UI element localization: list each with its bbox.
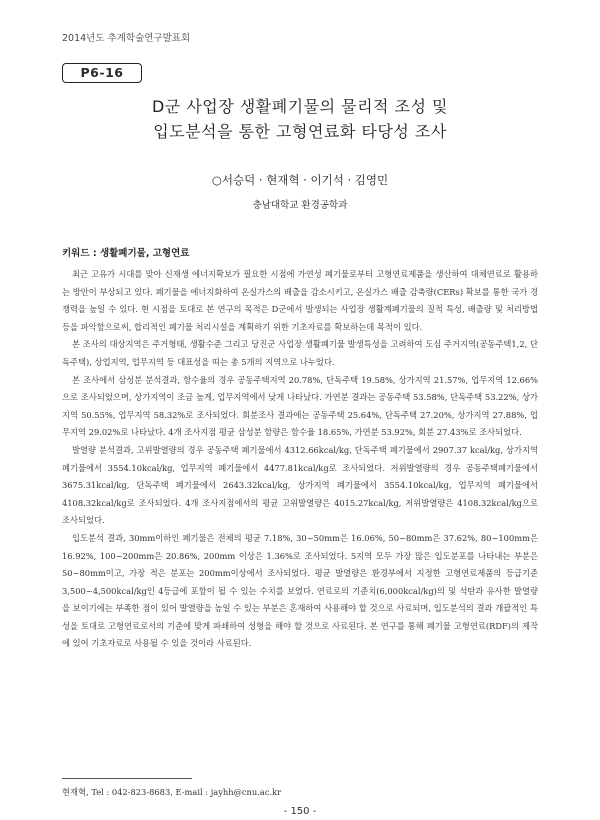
body-paragraph-1: 최근 고유가 시대를 맞아 신재생 에너지확보가 필요한 시점에 가연성 폐기물로부터 고형연료제품을 생산하여 대체연료로 활용하는 방안이 부상되고 있다. 폐기물을 에너지화하여 온실가스의 배출을 감소시키고, 온실가스 배출 감축량(CERs) 확보를 통한 국가 경쟁력을 높일 수 있다. 현 시점을 토대로 본 연구의 목적은 D군에서 발생되는 사업장 생활계폐기물의 질적 특성, 배출량 및 처리방법 등을 파악함으로써, 합리적인 폐기물 처리시설을 계획하기 위한 기초자료를 확보하는데 목적이 있다. (62, 269, 538, 332)
keywords: 키워드 : 생활폐기물, 고형연료 (62, 248, 190, 259)
page-number: - 150 - (283, 806, 317, 817)
author-list: ○서승덕 · 현재혁 · 이기석 · 김영민 (211, 173, 389, 187)
body-paragraph-2: 본 조사의 대상지역은 주거형태, 생활수준 그리고 당진군 사업장 생활폐기물 발생특성을 고려하여 도심 주거지역(공동주택1,2, 단독주택), 상업지역, 업무지역 등 대표성을 띠는 총 5개의 지역으로 나누었다. (62, 339, 538, 367)
paper-code-badge: P6-16 (62, 63, 142, 83)
conference-header: 2014년도 추계학술연구발표회 (62, 33, 191, 44)
body-paragraph-4: 발열량 분석결과, 고위발열량의 경우 공동주택 폐기물에서 4312.66kcal/kg, 단독주택 폐기물에서 2907.37 kcal/kg, 상가지역 폐기물에서 3554.10kcal/kg, 업무지역 폐기물에서 4477.81kcal/kg로 조사되었다. 저위발열량의 경우 공동주택폐기물에서 3675.31kcal/kg, 단독주택 폐기물에서 2643.32kcal/kg, 상가지역 폐기물에서 3554.10kcal/kg, 업무지역 폐기물에서 4108.32kcal/kg로 조사되었다. 4개 조사지점에서의 평균 고위발열량은 4015.27kcal/kg, 저위발열량은 4108.32kcal/kg으로 조사되었다. (62, 444, 538, 526)
paper-title-line-2: 입도분석을 통한 고형연료화 타당성 조사 (153, 122, 447, 141)
affiliation: 충남대학교 환경공학과 (252, 200, 348, 211)
body-paragraph-3: 본 조사에서 삼성분 분석결과, 함수율의 경우 공동주택지역 20.78%, 단독주택 19.58%, 상가지역 21.57%, 업무지역 12.66%으로 조사되었으며, 상가지역이 조금 높게, 업무지역에서 낮게 나타났다. 가연분 결과는 공동주택 53.58%, 단독주택 53.22%, 상가지역 50.55%, 업무지역 58.32%로 조사되었다. 회분조사 결과에는 공동주택 25.64%, 단독주택 27.20%, 상가지역 27.88%, 업무지역 29.02%로 나타났다. 4개 조사지점 평균 삼성분 함량은 함수율 18.65%, 가연분 53.92%, 회분 27.43%로 조사되었다. (62, 374, 538, 438)
body-paragraph-5: 입도분석 결과, 30mm이하인 폐기물은 전체의 평균 7.18%, 30~50mm은 16.06%, 50~80mm은 37.62%, 80~100mm은 16.92%, 100~200mm은 20.86%, 200mm 이상은 1.36%로 조사되었다. 5지역 모두 가장 많은 입도분포를 나타내는 부분은 50~80mm이고, 가장 적은 분포는 200mm이상에서 조사되었다. 평균 발열량은 환경부에서 지정한 고형연료제품의 등급기준 3,500~4,500kcal/kg인 4등급에 포함이 될 수 있는 수치를 보였다. 연료로의 기준치(6,000kcal/kg)의 및 석탄과 유사한 발열량을 보이기에는 부족한 점이 있어 발열량을 높일 수 있는 부분은 혼재하여 사용해야 할 것으로 사료되며, 입도분석의 결과 개괄적인 특성을 토대로 고형연료로서의 기준에 맞게 파쇄하여 성형을 해야 할 것으로 사료된다. 본 연구를 통해 폐기물 고형연료(RDF)의 제작에 있어 기초자료로 사용될 수 있을 것이라 사료된다. (62, 532, 538, 649)
paper-title-line-1: D군 사업장 생활폐기물의 물리적 조성 및 (151, 97, 449, 116)
footnote-divider (62, 778, 192, 779)
corresponding-author-footnote: 현재혁, Tel : 042-823-8683, E-mail : jayhh@cnu.ac.kr (62, 787, 282, 797)
abstract-body (62, 266, 538, 653)
